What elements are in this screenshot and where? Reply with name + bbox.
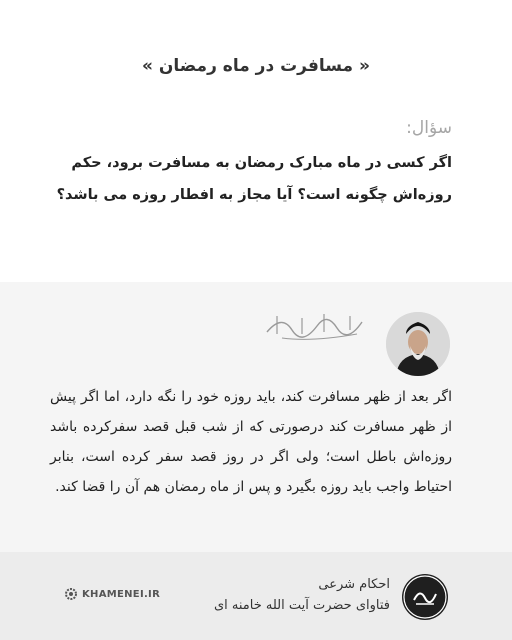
page-title: « مسافرت در ماه رمضان » [142, 56, 370, 76]
footer-source: فتاوای حضرت آیت الله خامنه ای [213, 598, 390, 613]
footer-category: احکام شرعی [318, 577, 390, 592]
answer-text: اگر بعد از ظهر مسافرت کند، باید روزه خود را نگه دارد، اما اگر پیش از ظهر مسافرت کند درصورتی که از شب قبل قصد سفرکرده باشد روزه‌اش باطل است؛ ولی اگر در روز قصد سفر کرده است، بنابر احتیاط واجب باید روزه بگیرد و پس از ماه رمضان هم آن را قضا کند. [50, 389, 452, 495]
portrait-avatar-icon [386, 312, 450, 376]
footer [0, 552, 512, 640]
round-logo-icon [402, 574, 448, 620]
gear-logo-icon [64, 587, 78, 601]
site-link[interactable] [64, 587, 160, 601]
answer-card [0, 282, 512, 552]
site-label: KHAMENEI.IR [82, 588, 161, 600]
question-label: سؤال: [406, 118, 452, 138]
bismillah-calligraphy-icon [262, 304, 372, 344]
question-text: اگر کسی در ماه مبارک رمضان به مسافرت برود، حکم روزه‌اش چگونه است؟ آیا مجاز به افطار روزه می باشد؟ [56, 155, 452, 203]
question-card [0, 0, 512, 282]
